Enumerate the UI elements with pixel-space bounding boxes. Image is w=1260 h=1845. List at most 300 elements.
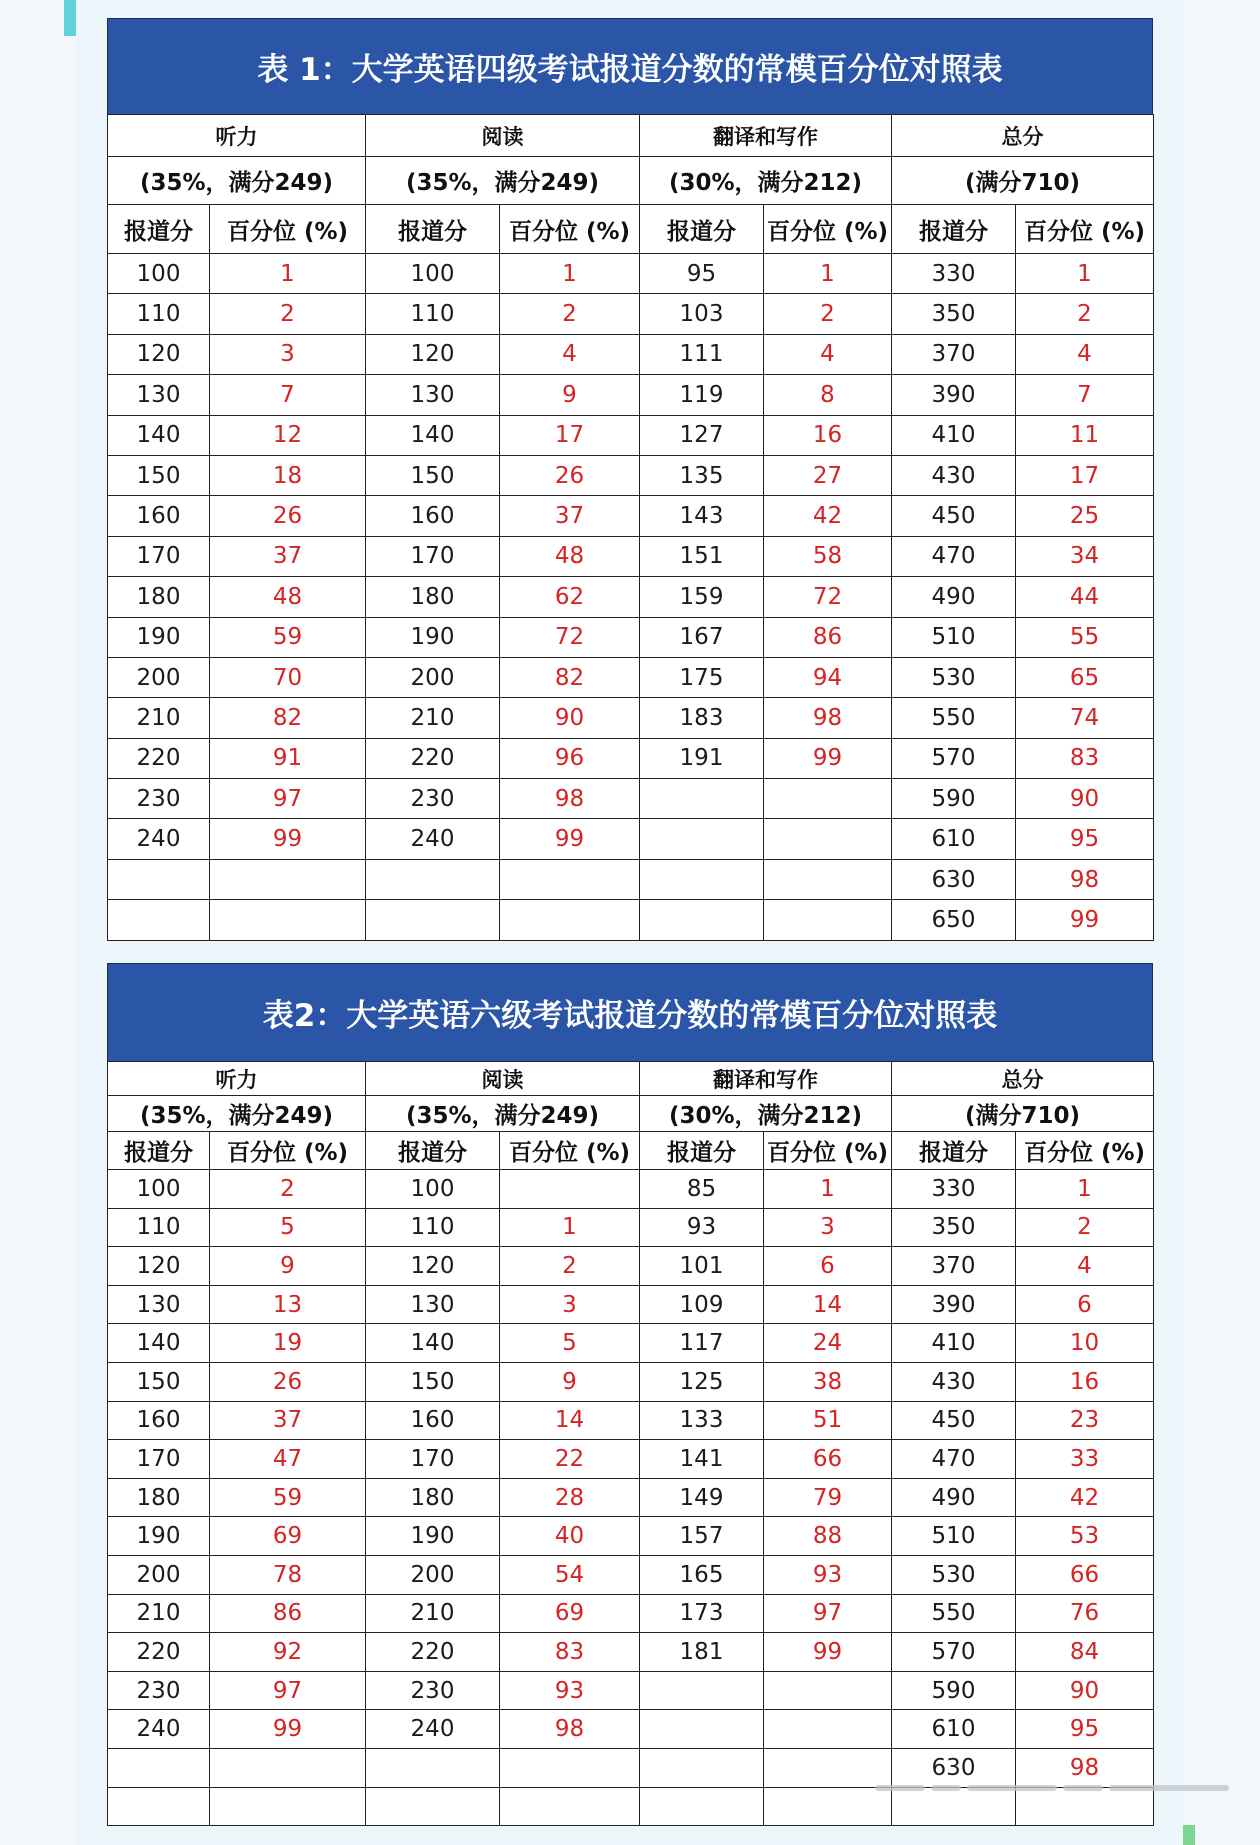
percentile-cell: 59 [210,1478,366,1517]
section-header: 翻译和写作 [640,115,892,157]
table-row [108,577,1154,617]
percentile-cell: 98 [500,779,640,819]
percentile-cell: 99 [764,738,892,778]
score-cell [108,859,210,899]
score-cell: 210 [366,698,500,738]
score-cell: 180 [108,1478,210,1517]
percentile-cell: 16 [764,415,892,455]
percentile-cell: 51 [764,1401,892,1440]
score-cell: 630 [892,859,1016,899]
score-cell [366,900,500,940]
percentile-cell [764,819,892,859]
percentile-cell: 42 [764,496,892,536]
percentile-cell: 55 [1016,617,1154,657]
percentile-cell: 3 [210,334,366,374]
table-row [108,1633,1154,1672]
percentile-cell: 3 [500,1285,640,1324]
percentile-cell: 95 [1016,1710,1154,1749]
score-cell: 240 [366,1710,500,1749]
column-header-score: 报道分 [366,1132,500,1170]
table-row [108,819,1154,859]
column-header-percentile: 百分位 (%) [210,205,366,254]
score-cell: 111 [640,334,764,374]
score-cell: 450 [892,1401,1016,1440]
column-header-percentile: 百分位 (%) [1016,1132,1154,1170]
percentile-cell: 34 [1016,536,1154,576]
section-weight: (满分710) [892,157,1154,205]
table-row [108,1517,1154,1556]
percentile-cell: 17 [500,415,640,455]
percentile-cell: 83 [500,1633,640,1672]
percentile-cell: 2 [500,1247,640,1286]
percentile-cell: 2 [764,294,892,334]
score-cell: 150 [108,1362,210,1401]
percentile-cell: 48 [500,536,640,576]
score-cell: 100 [108,1170,210,1209]
table-row [108,657,1154,697]
table-row [108,1324,1154,1363]
percentile-cell: 16 [1016,1362,1154,1401]
percentile-cell [500,1787,640,1826]
score-cell: 410 [892,1324,1016,1363]
score-cell: 167 [640,617,764,657]
score-cell: 650 [892,900,1016,940]
column-header-percentile: 百分位 (%) [500,1132,640,1170]
cet4-table [107,18,1153,941]
score-cell: 110 [108,294,210,334]
percentile-cell: 1 [500,1208,640,1247]
percentile-cell: 24 [764,1324,892,1363]
percentile-cell: 86 [764,617,892,657]
percentile-cell: 70 [210,657,366,697]
percentile-cell: 37 [210,1401,366,1440]
section-weight: (35%，满分249) [366,157,640,205]
percentile-cell [500,900,640,940]
percentile-cell: 5 [500,1324,640,1363]
score-cell [640,1787,764,1826]
score-cell: 230 [366,779,500,819]
bottom-right-accent [1183,1825,1195,1845]
percentile-cell: 14 [500,1401,640,1440]
table-row [108,294,1154,334]
score-cell: 170 [366,536,500,576]
percentile-cell [210,859,366,899]
percentile-cell [764,1671,892,1710]
score-cell: 610 [892,1710,1016,1749]
score-cell: 490 [892,577,1016,617]
percentile-cell: 4 [764,334,892,374]
table-row [108,698,1154,738]
column-header-percentile: 百分位 (%) [1016,205,1154,254]
column-header-score: 报道分 [640,205,764,254]
score-cell [108,1787,210,1826]
percentile-cell: 25 [1016,496,1154,536]
section-header: 总分 [892,115,1154,157]
percentile-cell [500,859,640,899]
percentile-cell: 26 [210,1362,366,1401]
percentile-cell: 90 [500,698,640,738]
percentile-cell: 69 [500,1594,640,1633]
score-cell: 570 [892,738,1016,778]
score-cell: 200 [108,1555,210,1594]
percentile-cell: 4 [500,334,640,374]
score-cell: 135 [640,455,764,495]
score-cell [366,859,500,899]
column-header-score: 报道分 [892,1132,1016,1170]
percentile-cell: 82 [500,657,640,697]
score-cell: 240 [108,1710,210,1749]
score-cell: 490 [892,1478,1016,1517]
score-cell: 240 [108,819,210,859]
percentile-cell: 58 [764,536,892,576]
percentile-cell [764,900,892,940]
score-cell: 160 [108,496,210,536]
score-cell: 550 [892,1594,1016,1633]
score-cell: 110 [366,294,500,334]
percentile-cell [210,900,366,940]
cet4-table-title: 表 1：大学英语四级考试报道分数的常模百分位对照表 [107,18,1153,114]
percentile-cell [764,1710,892,1749]
percentile-cell: 8 [764,375,892,415]
percentile-cell: 4 [1016,1247,1154,1286]
percentile-cell: 1 [500,254,640,294]
score-cell: 100 [366,254,500,294]
score-cell: 120 [108,1247,210,1286]
score-cell: 95 [640,254,764,294]
percentile-cell: 6 [1016,1285,1154,1324]
percentile-cell: 98 [764,698,892,738]
percentile-cell [764,1748,892,1787]
table-row [108,1170,1154,1209]
percentile-cell: 76 [1016,1594,1154,1633]
score-cell: 165 [640,1555,764,1594]
score-cell: 120 [366,334,500,374]
cet6-table-grid [107,1061,1154,1826]
table-row [108,496,1154,536]
column-header-score: 报道分 [108,205,210,254]
percentile-cell: 23 [1016,1401,1154,1440]
percentile-cell: 26 [210,496,366,536]
score-cell: 210 [108,1594,210,1633]
column-header-score: 报道分 [108,1132,210,1170]
score-cell: 610 [892,819,1016,859]
score-cell: 170 [366,1440,500,1479]
table-row [108,375,1154,415]
percentile-cell: 66 [1016,1555,1154,1594]
percentile-cell: 2 [1016,1208,1154,1247]
score-cell: 143 [640,496,764,536]
score-cell: 190 [366,1517,500,1556]
score-cell [640,779,764,819]
score-cell: 159 [640,577,764,617]
table-row [108,859,1154,899]
cet6-table [107,963,1153,1826]
percentile-cell: 27 [764,455,892,495]
section-header: 听力 [108,1062,366,1096]
score-cell: 119 [640,375,764,415]
percentile-cell [210,1787,366,1826]
score-cell: 100 [366,1170,500,1209]
percentile-cell: 1 [764,1170,892,1209]
percentile-cell: 44 [1016,577,1154,617]
percentile-cell: 1 [764,254,892,294]
percentile-cell: 91 [210,738,366,778]
percentile-cell [764,779,892,819]
score-cell: 230 [108,779,210,819]
percentile-cell: 17 [1016,455,1154,495]
score-cell: 160 [366,496,500,536]
percentile-cell: 2 [210,1170,366,1209]
score-cell: 510 [892,617,1016,657]
percentile-cell: 42 [1016,1478,1154,1517]
score-cell: 190 [366,617,500,657]
table-row [108,1247,1154,1286]
table-row [108,254,1154,294]
score-cell [366,1748,500,1787]
percentile-cell: 99 [764,1633,892,1672]
percentile-cell: 93 [764,1555,892,1594]
percentile-cell: 47 [210,1440,366,1479]
score-cell: 160 [108,1401,210,1440]
score-cell: 180 [366,577,500,617]
score-cell: 175 [640,657,764,697]
percentile-cell: 66 [764,1440,892,1479]
score-cell [108,1748,210,1787]
score-cell: 470 [892,1440,1016,1479]
table-row [108,1362,1154,1401]
percentile-cell: 54 [500,1555,640,1594]
percentile-cell: 38 [764,1362,892,1401]
percentile-cell: 10 [1016,1324,1154,1363]
column-header-score: 报道分 [640,1132,764,1170]
percentile-cell: 88 [764,1517,892,1556]
percentile-cell: 1 [1016,1170,1154,1209]
percentile-cell: 83 [1016,738,1154,778]
score-cell: 220 [366,1633,500,1672]
score-cell: 390 [892,375,1016,415]
score-cell: 85 [640,1170,764,1209]
score-cell: 430 [892,455,1016,495]
table-row [108,1710,1154,1749]
score-cell: 180 [108,577,210,617]
cet6-table-title: 表2：大学英语六级考试报道分数的常模百分位对照表 [107,963,1153,1061]
percentile-cell: 13 [210,1285,366,1324]
percentile-cell: 18 [210,455,366,495]
score-cell: 630 [892,1748,1016,1787]
percentile-cell: 62 [500,577,640,617]
column-header-percentile: 百分位 (%) [210,1132,366,1170]
score-cell: 170 [108,536,210,576]
percentile-cell: 74 [1016,698,1154,738]
percentile-cell: 48 [210,577,366,617]
score-cell: 141 [640,1440,764,1479]
percentile-cell: 86 [210,1594,366,1633]
section-weight: (30%，满分212) [640,1096,892,1132]
score-cell: 370 [892,334,1016,374]
percentile-cell: 11 [1016,415,1154,455]
percentile-cell: 59 [210,617,366,657]
percentile-cell: 2 [1016,294,1154,334]
score-cell [640,1748,764,1787]
table-row [108,900,1154,940]
score-cell: 330 [892,254,1016,294]
percentile-cell: 14 [764,1285,892,1324]
score-cell: 220 [366,738,500,778]
percentile-cell: 9 [210,1247,366,1286]
score-cell: 180 [366,1478,500,1517]
score-cell: 133 [640,1401,764,1440]
score-cell: 191 [640,738,764,778]
score-cell: 149 [640,1478,764,1517]
score-cell: 150 [108,455,210,495]
table-row [108,415,1154,455]
score-cell: 109 [640,1285,764,1324]
score-cell: 130 [108,375,210,415]
percentile-cell: 96 [500,738,640,778]
percentile-cell: 82 [210,698,366,738]
percentile-cell: 90 [1016,779,1154,819]
score-cell: 570 [892,1633,1016,1672]
percentile-cell: 1 [210,254,366,294]
percentile-cell: 72 [500,617,640,657]
score-cell: 240 [366,819,500,859]
score-cell: 390 [892,1285,1016,1324]
table-row [108,1478,1154,1517]
percentile-cell: 26 [500,455,640,495]
percentile-cell: 93 [500,1671,640,1710]
score-cell: 150 [366,455,500,495]
percentile-cell: 98 [1016,1748,1154,1787]
score-cell: 130 [108,1285,210,1324]
percentile-cell: 4 [1016,334,1154,374]
percentile-cell [210,1748,366,1787]
percentile-cell: 28 [500,1478,640,1517]
table-row [108,1594,1154,1633]
score-cell: 200 [366,657,500,697]
percentile-cell: 95 [1016,819,1154,859]
percentile-cell: 69 [210,1517,366,1556]
percentile-cell: 99 [500,819,640,859]
percentile-cell [764,1787,892,1826]
score-cell: 120 [108,334,210,374]
section-weight: (35%，满分249) [366,1096,640,1132]
score-cell [640,1671,764,1710]
score-cell: 350 [892,294,1016,334]
score-cell: 151 [640,536,764,576]
score-cell: 140 [366,1324,500,1363]
percentile-cell: 53 [1016,1517,1154,1556]
table-row [108,779,1154,819]
score-cell: 330 [892,1170,1016,1209]
score-cell [108,900,210,940]
percentile-cell: 98 [500,1710,640,1749]
score-cell: 160 [366,1401,500,1440]
score-cell: 110 [366,1208,500,1247]
column-header-score: 报道分 [892,205,1016,254]
score-cell: 170 [108,1440,210,1479]
percentile-cell: 97 [210,1671,366,1710]
score-cell: 183 [640,698,764,738]
score-cell: 200 [366,1555,500,1594]
score-cell: 410 [892,415,1016,455]
score-cell: 127 [640,415,764,455]
percentile-cell: 7 [1016,375,1154,415]
score-cell: 181 [640,1633,764,1672]
percentile-cell: 90 [1016,1671,1154,1710]
score-cell: 100 [108,254,210,294]
percentile-cell: 99 [1016,900,1154,940]
percentile-cell: 37 [210,536,366,576]
score-cell [640,819,764,859]
table-row [108,334,1154,374]
table-row [108,1671,1154,1710]
score-cell: 157 [640,1517,764,1556]
percentile-cell: 12 [210,415,366,455]
table-row [108,1208,1154,1247]
percentile-cell [500,1748,640,1787]
score-cell: 140 [366,415,500,455]
score-cell: 140 [108,415,210,455]
percentile-cell: 97 [210,779,366,819]
score-cell: 230 [108,1671,210,1710]
score-cell: 93 [640,1208,764,1247]
percentile-cell: 3 [764,1208,892,1247]
percentile-cell: 22 [500,1440,640,1479]
column-header-score: 报道分 [366,205,500,254]
score-cell: 450 [892,496,1016,536]
score-cell: 130 [366,1285,500,1324]
score-cell [640,1710,764,1749]
score-cell: 190 [108,1517,210,1556]
table-row [108,455,1154,495]
score-cell: 210 [108,698,210,738]
percentile-cell: 5 [210,1208,366,1247]
score-cell: 430 [892,1362,1016,1401]
percentile-cell: 9 [500,375,640,415]
column-header-percentile: 百分位 (%) [764,1132,892,1170]
section-weight: (35%，满分249) [108,157,366,205]
score-cell: 220 [108,1633,210,1672]
score-cell: 130 [366,375,500,415]
score-cell: 230 [366,1671,500,1710]
score-cell: 190 [108,617,210,657]
score-cell: 590 [892,1671,1016,1710]
score-cell: 140 [108,1324,210,1363]
percentile-cell: 19 [210,1324,366,1363]
percentile-cell: 33 [1016,1440,1154,1479]
percentile-cell: 37 [500,496,640,536]
score-cell: 103 [640,294,764,334]
percentile-cell: 78 [210,1555,366,1594]
score-cell: 550 [892,698,1016,738]
score-cell [640,900,764,940]
percentile-cell: 84 [1016,1633,1154,1672]
percentile-cell: 79 [764,1478,892,1517]
percentile-cell [500,1170,640,1209]
score-cell: 530 [892,657,1016,697]
table-row [108,1401,1154,1440]
column-header-percentile: 百分位 (%) [500,205,640,254]
score-cell [640,859,764,899]
score-cell: 150 [366,1362,500,1401]
percentile-cell: 92 [210,1633,366,1672]
table-row [108,536,1154,576]
score-cell: 350 [892,1208,1016,1247]
score-cell: 125 [640,1362,764,1401]
score-cell: 210 [366,1594,500,1633]
percentile-cell: 99 [210,1710,366,1749]
score-cell [366,1787,500,1826]
